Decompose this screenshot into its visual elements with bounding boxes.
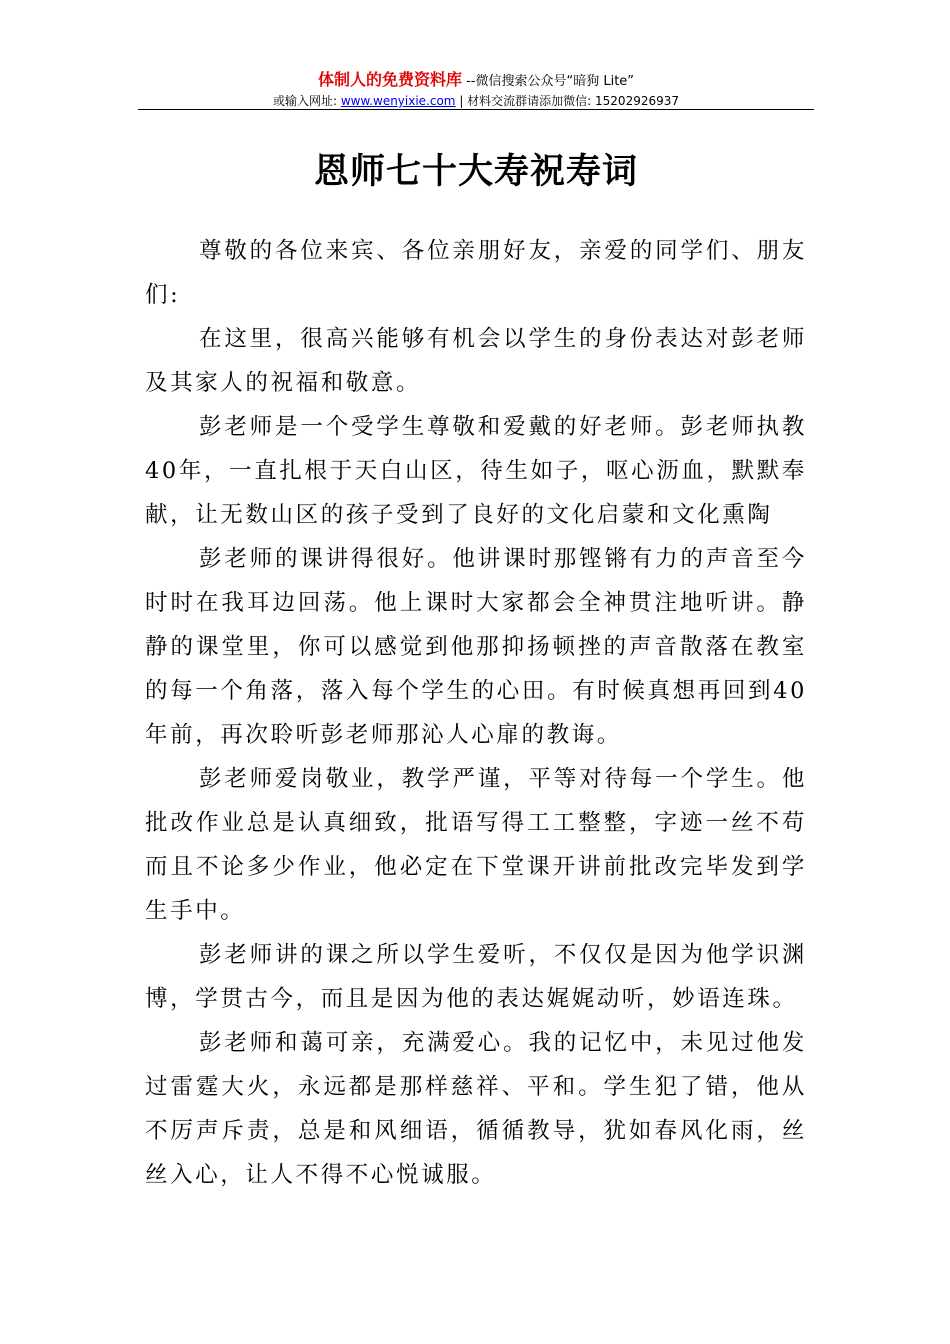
header-divider	[138, 109, 814, 110]
document-body	[145, 229, 807, 1197]
paragraph-eloquence: 彭老师讲的课之所以学生爱听，不仅仅是因为他学识渊博，学贯古今，而且是因为他的表达娓娓动听，妙语连珠。	[145, 942, 807, 1012]
paragraph-kindness: 彭老师和蔼可亲，充满爱心。我的记忆中，未见过他发过雷霆大火，永远都是那样慈祥、平和。学生犯了错，他从不厉声斥责，总是和风细语，循循教导，犹如春风化雨，丝丝入心，让人不得不心悦诚服。	[145, 1030, 807, 1188]
website-prefix: 或输入网址:	[272, 94, 341, 108]
paragraph-opening: 在这里，很高兴能够有机会以学生的身份表达对彭老师及其家人的祝福和敬意。	[145, 326, 807, 396]
website-link[interactable]: www.wenyixie.com	[340, 94, 456, 108]
paragraph-dedication: 彭老师是一个受学生尊敬和爱戴的好老师。彭老师执教40年，一直扎根于天白山区，待生如子，呕心沥血，默默奉献，让无数山区的孩子受到了良好的文化启蒙和文化熏陶	[145, 414, 807, 528]
paragraph-greeting: 尊敬的各位来宾、各位亲朋好友，亲爱的同学们、朋友们:	[145, 238, 807, 308]
header-line-1	[138, 70, 814, 92]
paragraph-teaching: 彭老师的课讲得很好。他讲课时那铿锵有力的声音至今时时在我耳边回荡。他上课时大家都会全神贯注地听讲。静静的课堂里，你可以感觉到他那抑扬顿挫的声音散落在教室的每一个角落，落入每个学生的心田。有时候真想再回到40年前，再次聆听彭老师那沁人心扉的教诲。	[145, 546, 807, 748]
paragraph-diligence: 彭老师爱岗敬业，教学严谨，平等对待每一个学生。他批改作业总是认真细致，批语写得工工整整，字迹一丝不苟而且不论多少作业，他必定在下堂课开讲前批改完毕发到学生手中。	[145, 766, 807, 924]
brand-name: 体制人的免费资料库	[317, 70, 462, 89]
page-header	[138, 70, 814, 110]
document-title: 恩师七十大寿祝寿词	[313, 151, 638, 192]
header-line-2	[138, 92, 814, 110]
contact-info: | 材料交流群请添加微信: 15202926937	[455, 94, 680, 108]
header-tagline: --微信搜索公众号“暗狗 Lite”	[461, 74, 635, 89]
